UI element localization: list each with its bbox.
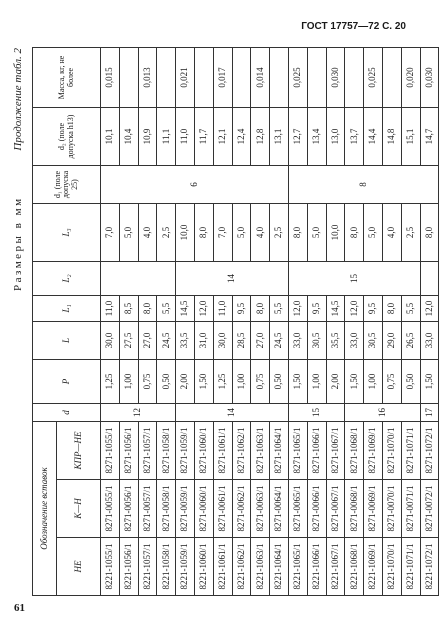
- cell-d: 12: [101, 403, 176, 421]
- cell-l2: [101, 261, 176, 295]
- cell-kpr: 8271-1066/1: [307, 421, 326, 479]
- col-d: d: [33, 403, 101, 421]
- cell-ne: 8221-1068/1: [345, 538, 364, 596]
- cell-l1: 9,5: [232, 295, 251, 321]
- table-row: [138, 47, 157, 595]
- cell-l2: [420, 261, 439, 295]
- cell-kpr: 8271-1063/1: [251, 421, 270, 479]
- table-row: [307, 47, 326, 595]
- cell-kpr: 8271-1065/1: [288, 421, 307, 479]
- col-d2: d₂ (поле допуска h13): [33, 107, 101, 165]
- cell-kn: 8271-0068/1: [345, 480, 364, 538]
- cell-d2: 14,7: [420, 107, 439, 165]
- cell-ne: 8221-1060/1: [194, 538, 213, 596]
- cell-mass: [345, 47, 364, 107]
- cell-l1: 14,5: [326, 295, 345, 321]
- col-p: P: [33, 359, 101, 403]
- cell-l: 33,0: [420, 321, 439, 359]
- cell-l3: 5,0: [364, 203, 383, 261]
- table-row: [420, 47, 439, 595]
- cell-mass: 0,025: [364, 47, 383, 107]
- cell-p: 1,00: [232, 359, 251, 403]
- cell-l3: 10,0: [326, 203, 345, 261]
- col-d1: d₁ (поле допуска 25): [33, 165, 101, 203]
- cell-l3: 2,5: [401, 203, 420, 261]
- table-row: [232, 47, 251, 595]
- table-row: [251, 47, 270, 595]
- cell-ne: 8221-1071/1: [401, 538, 420, 596]
- cell-ne: 8221-1062/1: [232, 538, 251, 596]
- cell-l1: 9,5: [364, 295, 383, 321]
- cell-kpr: 8271-1072/1: [420, 421, 439, 479]
- cell-kn: 8271-0065/1: [288, 480, 307, 538]
- cell-ne: 8221-1056/1: [119, 538, 138, 596]
- cell-kpr: 8271-1070/1: [382, 421, 401, 479]
- continuation-caption: Продолжение табл. 2: [12, 48, 24, 151]
- cell-ne: 8221-1066/1: [307, 538, 326, 596]
- cell-ne: 8221-1057/1: [138, 538, 157, 596]
- cell-p: 1,00: [364, 359, 383, 403]
- cell-l2: 14: [176, 261, 289, 295]
- cell-d2: 14,8: [382, 107, 401, 165]
- cell-mass: 0,021: [176, 47, 195, 107]
- cell-ne: 8221-1065/1: [288, 538, 307, 596]
- cell-l: 33,0: [288, 321, 307, 359]
- cell-mass: 0,013: [138, 47, 157, 107]
- cell-l1: 9,5: [307, 295, 326, 321]
- cell-kn: 8271-0055/1: [101, 480, 120, 538]
- cell-l: 30,5: [364, 321, 383, 359]
- cell-p: 0,50: [270, 359, 289, 403]
- table-row: [401, 47, 420, 595]
- cell-mass: 0,025: [288, 47, 307, 107]
- document-header: ГОСТ 17757—72 С. 20: [301, 21, 406, 32]
- cell-p: 1,50: [345, 359, 364, 403]
- cell-l: 33,5: [176, 321, 195, 359]
- table-row: [288, 47, 307, 595]
- table-row: [326, 47, 345, 595]
- cell-l3: 2,5: [270, 203, 289, 261]
- rotated-table-block: [12, 48, 434, 596]
- cell-ne: 8221-1058/1: [157, 538, 176, 596]
- col-kn: К—Н: [57, 480, 101, 538]
- cell-kn: 8271-0061/1: [213, 480, 232, 538]
- cell-l1: 12,0: [194, 295, 213, 321]
- table-row: [213, 47, 232, 595]
- cell-l: 26,5: [401, 321, 420, 359]
- col-kpr: КПР—НЕ: [57, 421, 101, 479]
- cell-l1: 8,0: [251, 295, 270, 321]
- cell-d2: 12,4: [232, 107, 251, 165]
- cell-p: 0,75: [138, 359, 157, 403]
- cell-l: 30,5: [307, 321, 326, 359]
- cell-kn: 8271-0067/1: [326, 480, 345, 538]
- cell-d2: 13,7: [345, 107, 364, 165]
- cell-d: 14: [176, 403, 289, 421]
- cell-l1: 12,0: [420, 295, 439, 321]
- cell-ne: 8221-1067/1: [326, 538, 345, 596]
- cell-p: 1,50: [194, 359, 213, 403]
- table-row: [176, 47, 195, 595]
- cell-l1: 11,0: [213, 295, 232, 321]
- table-row: [194, 47, 213, 595]
- cell-kn: 8271-0071/1: [401, 480, 420, 538]
- table-row: [345, 47, 364, 595]
- cell-kpr: 8271-1067/1: [326, 421, 345, 479]
- col-mass: Масса, кг, не более: [33, 47, 101, 107]
- cell-ne: 8221-1061/1: [213, 538, 232, 596]
- cell-p: 2,00: [326, 359, 345, 403]
- cell-p: 1,00: [307, 359, 326, 403]
- cell-l: 24,5: [270, 321, 289, 359]
- cell-l: 30,0: [101, 321, 120, 359]
- cell-mass: 0,017: [213, 47, 232, 107]
- cell-mass: [119, 47, 138, 107]
- cell-l: 30,0: [213, 321, 232, 359]
- col-ne: НЕ: [57, 538, 101, 596]
- cell-l1: 8,5: [119, 295, 138, 321]
- cell-d: 15: [288, 403, 344, 421]
- cell-kpr: 8271-1062/1: [232, 421, 251, 479]
- cell-l3: 7,0: [101, 203, 120, 261]
- cell-kn: 8271-0059/1: [176, 480, 195, 538]
- cell-mass: 0,015: [101, 47, 120, 107]
- cell-kpr: 8271-1068/1: [345, 421, 364, 479]
- cell-mass: [157, 47, 176, 107]
- cell-kn: 8271-0057/1: [138, 480, 157, 538]
- cell-l2: 15: [288, 261, 420, 295]
- cell-d2: 14,4: [364, 107, 383, 165]
- cell-p: 1,00: [119, 359, 138, 403]
- cell-kn: 8271-0063/1: [251, 480, 270, 538]
- cell-kpr: 8271-1064/1: [270, 421, 289, 479]
- cell-d2: 11,0: [176, 107, 195, 165]
- cell-l: 35,5: [326, 321, 345, 359]
- cell-d2: 13,4: [307, 107, 326, 165]
- cell-l1: 12,0: [288, 295, 307, 321]
- cell-mass: 0,030: [326, 47, 345, 107]
- table-row: [382, 47, 401, 595]
- cell-mass: [270, 47, 289, 107]
- cell-ne: 8221-1063/1: [251, 538, 270, 596]
- cell-d2: 11,7: [194, 107, 213, 165]
- cell-p: 0,75: [382, 359, 401, 403]
- cell-l: 33,0: [345, 321, 364, 359]
- cell-l: 27,0: [251, 321, 270, 359]
- cell-l1: 5,5: [270, 295, 289, 321]
- cell-l1: 5,5: [401, 295, 420, 321]
- cell-l: 27,0: [138, 321, 157, 359]
- cell-l3: 8,0: [345, 203, 364, 261]
- cell-l3: 5,0: [307, 203, 326, 261]
- cell-l: 28,5: [232, 321, 251, 359]
- cell-d2: 12,7: [288, 107, 307, 165]
- cell-p: 1,25: [213, 359, 232, 403]
- cell-d2: 13,0: [326, 107, 345, 165]
- col-l3: L₃: [33, 203, 101, 261]
- cell-l: 29,0: [382, 321, 401, 359]
- cell-kn: 8271-0058/1: [157, 480, 176, 538]
- cell-kn: 8271-0066/1: [307, 480, 326, 538]
- cell-p: 0,75: [251, 359, 270, 403]
- table-row: [270, 47, 289, 595]
- cell-l3: 10,0: [176, 203, 195, 261]
- cell-kpr: 8271-1071/1: [401, 421, 420, 479]
- cell-l3: 8,0: [194, 203, 213, 261]
- cell-l3: 5,0: [232, 203, 251, 261]
- cell-l1: 12,0: [345, 295, 364, 321]
- cell-d: 16: [345, 403, 420, 421]
- cell-d: 17: [420, 403, 439, 421]
- table-row: [119, 47, 138, 595]
- cell-mass: [382, 47, 401, 107]
- cell-p: 1,50: [288, 359, 307, 403]
- cell-kn: 8271-0064/1: [270, 480, 289, 538]
- cell-p: 1,50: [420, 359, 439, 403]
- cell-l3: 7,0: [213, 203, 232, 261]
- cell-l1: 5,5: [157, 295, 176, 321]
- col-l2: L₂: [33, 261, 101, 295]
- cell-mass: 0,030: [420, 47, 439, 107]
- cell-l: 27,5: [119, 321, 138, 359]
- table-body: [101, 47, 439, 595]
- cell-l3: 5,0: [119, 203, 138, 261]
- cell-kpr: 8271-1059/1: [176, 421, 195, 479]
- cell-mass: [194, 47, 213, 107]
- table-row: [364, 47, 383, 595]
- cell-d2: 13,1: [270, 107, 289, 165]
- cell-ne: 8221-1064/1: [270, 538, 289, 596]
- table-row: [101, 47, 120, 595]
- cell-kn: 8271-0056/1: [119, 480, 138, 538]
- cell-kn: 8271-0062/1: [232, 480, 251, 538]
- cell-p: 0,50: [401, 359, 420, 403]
- table-row: [157, 47, 176, 595]
- cell-ne: 8221-1069/1: [364, 538, 383, 596]
- cell-l3: 2,5: [157, 203, 176, 261]
- cell-d2: 10,4: [119, 107, 138, 165]
- cell-p: 2,00: [176, 359, 195, 403]
- cell-d1: 8: [288, 165, 438, 203]
- units-caption: Размеры в мм: [12, 196, 24, 291]
- cell-l1: 14,5: [176, 295, 195, 321]
- cell-d2: 12,1: [213, 107, 232, 165]
- cell-mass: 0,020: [401, 47, 420, 107]
- cell-ne: 8221-1072/1: [420, 538, 439, 596]
- cell-l1: 8,0: [382, 295, 401, 321]
- cell-kpr: 8271-1057/1: [138, 421, 157, 479]
- cell-ne: 8221-1055/1: [101, 538, 120, 596]
- cell-mass: [232, 47, 251, 107]
- cell-kn: 8271-0069/1: [364, 480, 383, 538]
- cell-l3: 4,0: [138, 203, 157, 261]
- cell-kpr: 8271-1058/1: [157, 421, 176, 479]
- col-l: L: [33, 321, 101, 359]
- cell-l1: 11,0: [101, 295, 120, 321]
- cell-d2: 10,1: [101, 107, 120, 165]
- cell-d2: 15,1: [401, 107, 420, 165]
- col-l1: L₁: [33, 295, 101, 321]
- cell-d2: 11,1: [157, 107, 176, 165]
- cell-l3: 4,0: [382, 203, 401, 261]
- cell-mass: 0,014: [251, 47, 270, 107]
- page-number: 61: [14, 602, 25, 614]
- cell-l3: 8,0: [288, 203, 307, 261]
- cell-ne: 8221-1070/1: [382, 538, 401, 596]
- cell-p: 1,25: [101, 359, 120, 403]
- cell-d1: 6: [101, 165, 289, 203]
- cell-kpr: 8271-1069/1: [364, 421, 383, 479]
- cell-kn: 8271-0070/1: [382, 480, 401, 538]
- cell-d2: 12,8: [251, 107, 270, 165]
- cell-kpr: 8271-1060/1: [194, 421, 213, 479]
- dimensions-table: [32, 47, 439, 596]
- cell-l: 24,5: [157, 321, 176, 359]
- cell-kpr: 8271-1061/1: [213, 421, 232, 479]
- cell-kpr: 8271-1056/1: [119, 421, 138, 479]
- cell-d2: 10,9: [138, 107, 157, 165]
- cell-l3: 4,0: [251, 203, 270, 261]
- cell-ne: 8221-1059/1: [176, 538, 195, 596]
- cell-mass: [307, 47, 326, 107]
- cell-kpr: 8271-1055/1: [101, 421, 120, 479]
- insert-designation-header: Обозначение вставок: [33, 421, 57, 595]
- cell-p: 0,50: [157, 359, 176, 403]
- cell-kn: 8271-0060/1: [194, 480, 213, 538]
- cell-l1: 8,0: [138, 295, 157, 321]
- cell-kn: 8271-0072/1: [420, 480, 439, 538]
- cell-l3: 8,0: [420, 203, 439, 261]
- cell-l: 31,0: [194, 321, 213, 359]
